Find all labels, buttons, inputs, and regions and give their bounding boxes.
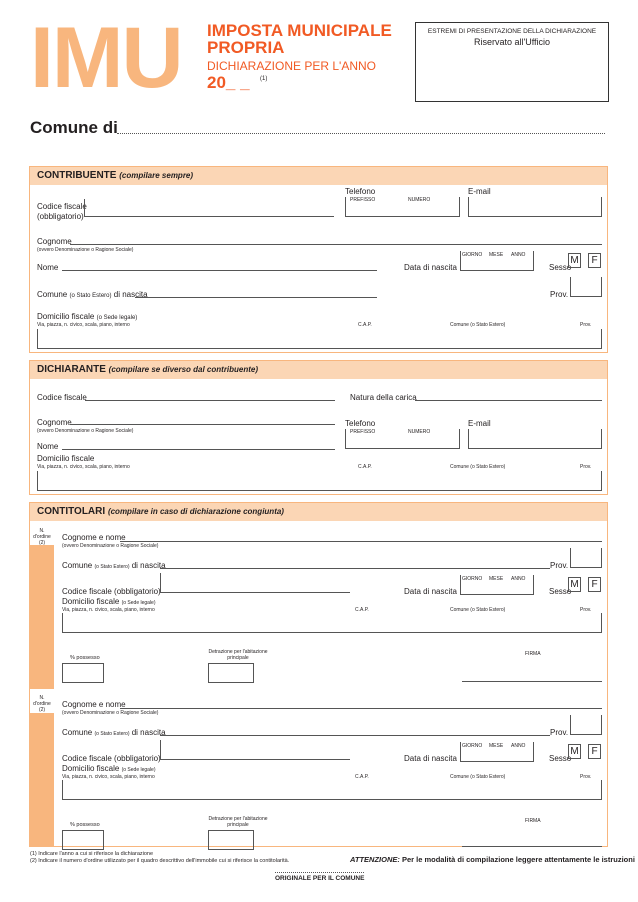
dich-nome-label: Nome: [37, 442, 59, 451]
codice-fiscale-field[interactable]: [84, 199, 334, 217]
cap-label-1: C.A.P.: [355, 607, 369, 613]
dich-nome-field[interactable]: [62, 449, 335, 450]
possesso-label-1: % possesso: [70, 655, 100, 661]
denominazione-label: (ovvero Denominazione o Ragione Sociale): [37, 247, 134, 253]
prov-label-1: Prov.: [550, 561, 569, 570]
cod-fiscale-label-1: Codice fiscale (obbligatorio): [62, 587, 161, 596]
nome-label: Nome: [37, 263, 59, 272]
comune-label-2: Comune (o Stato Estero) di nascita: [62, 728, 166, 737]
firma-field-1[interactable]: [462, 681, 602, 682]
comune-estero-label-2: Comune (o Stato Estero): [450, 774, 506, 780]
footnote-2: (2) Indicare il numero d'ordine utilizzato per il quadro descrittivo dell'immobile cui si riferisce la contitolarità.: [30, 858, 290, 864]
domicilio-label-2: Domicilio fiscale (o Sede legale): [62, 764, 156, 773]
prov-small-label-1: Prov.: [580, 607, 592, 613]
firma-label-1: FIRMA: [525, 651, 541, 657]
n-ordine-label-2: N. d'ordine (2): [33, 695, 51, 713]
dich-domicilio-label: Domicilio fiscale: [37, 454, 95, 463]
detrazione-label-2: Detrazione per l'abitazione principale: [208, 816, 268, 828]
sesso-f-box-1[interactable]: F: [588, 577, 601, 592]
dich-prov-small-label: Prov.: [580, 464, 592, 470]
form-title: IMPOSTA MUNICIPALE PROPRIA: [207, 21, 392, 57]
cod-fiscale-label-2: Codice fiscale (obbligatorio): [62, 754, 161, 763]
detrazione-label-1: Detrazione per l'abitazione principale: [208, 649, 268, 661]
denominazione-label-1: (ovvero Denominazione o Ragione Sociale): [62, 543, 159, 549]
giorno-label-2: GIORNO: [462, 743, 483, 749]
n-ordine-label-1: N. d'ordine (2): [33, 528, 51, 546]
sesso-label-2: Sesso: [549, 754, 572, 763]
footnote-1: (1) Indicare l'anno a cui si riferisce la dichiarazione: [30, 851, 154, 857]
detrazione-field-1[interactable]: [208, 663, 254, 683]
contitolari-section: [29, 502, 608, 847]
dich-cognome-label: Cognome: [37, 418, 72, 427]
domicilio-field-2[interactable]: [62, 780, 602, 800]
sesso-label: Sesso: [549, 263, 572, 272]
codice-fiscale-label: Codice fiscale: [37, 202, 87, 211]
office-box-line1: ESTREMI DI PRESENTAZIONE DELLA DICHIARAZIONE: [427, 28, 597, 35]
anno-label-1: ANNO: [511, 576, 526, 582]
sesso-m-box-1[interactable]: M: [568, 577, 581, 592]
form-subtitle: DICHIARAZIONE PER L'ANNO: [207, 59, 376, 73]
natura-carica-label: Natura della carica: [350, 393, 417, 402]
cap-label-2: C.A.P.: [355, 774, 369, 780]
data-nascita-label: Data di nascita: [404, 263, 457, 272]
contribuente-header: [30, 167, 607, 185]
contitolare-block-1: [30, 525, 609, 690]
dich-via-label: Via, piazza, n. civico, scala, piano, interno: [37, 464, 130, 470]
comune-estero-label-1: Comune (o Stato Estero): [450, 607, 506, 613]
cod-fiscale-field-1[interactable]: [160, 573, 350, 593]
dichiarante-header: [30, 361, 607, 379]
comune-label: Comune di: [30, 118, 118, 137]
telefono-label: Telefono: [345, 187, 376, 196]
email-label: E-mail: [468, 187, 491, 196]
domicilio-field[interactable]: [37, 329, 602, 349]
cod-fiscale-field-2[interactable]: [160, 740, 350, 760]
cognome-nome-label-2: Cognome e nome: [62, 700, 126, 709]
prov-label-2: Prov.: [550, 728, 569, 737]
dich-comune-estero-label: Comune (o Stato Estero): [450, 464, 506, 470]
mese-label-1: MESE: [489, 576, 504, 582]
data-nascita-label-2: Data di nascita: [404, 754, 457, 763]
via-label-2: Via, piazza, n. civico, scala, piano, interno: [62, 774, 155, 780]
cognome-label: Cognome: [37, 237, 72, 246]
dich-denominazione-label: (ovvero Denominazione o Ragione Sociale): [37, 428, 134, 434]
email-field[interactable]: [468, 197, 602, 217]
cognome-field[interactable]: [70, 244, 602, 245]
domicilio-field-1[interactable]: [62, 613, 602, 633]
comune-field[interactable]: [117, 133, 605, 134]
year-note: (1): [260, 76, 268, 82]
telefono-field[interactable]: [345, 197, 460, 217]
comune-estero-label: Comune (o Stato Estero): [450, 322, 506, 328]
giorno-label-1: GIORNO: [462, 576, 483, 582]
possesso-field-2[interactable]: [62, 830, 104, 850]
office-box: [415, 22, 609, 102]
dichiarante-title: DICHIARANTE (compilare se diverso dal contribuente): [37, 364, 259, 375]
prov-field-1[interactable]: [570, 548, 602, 568]
possesso-label-2: % possesso: [70, 822, 100, 828]
contribuente-section: [29, 166, 608, 353]
anno-label: ANNO: [511, 252, 526, 258]
data-nascita-label-1: Data di nascita: [404, 587, 457, 596]
office-box-line2: Riservato all'Ufficio: [473, 37, 551, 47]
dich-email-label: E-mail: [468, 419, 491, 428]
possesso-field-1[interactable]: [62, 663, 104, 683]
dich-codice-fiscale-label: Codice fiscale: [37, 393, 87, 402]
comune-field-2[interactable]: [160, 735, 550, 736]
prov-small-label-2: Prov.: [580, 774, 592, 780]
dich-prefisso-label: PREFISSO: [350, 429, 376, 435]
contitolare-block-2: [30, 692, 609, 857]
sesso-f-box[interactable]: F: [588, 253, 601, 268]
cognome-nome-label-1: Cognome e nome: [62, 533, 126, 542]
comune-nascita-label: Comune (o Stato Estero) di nascita: [37, 290, 148, 299]
prov-small-label: Prov.: [580, 322, 592, 328]
domicilio-label-1: Domicilio fiscale (o Sede legale): [62, 597, 156, 606]
dich-codice-fiscale-field[interactable]: [85, 400, 335, 401]
comune-field-1[interactable]: [160, 568, 550, 569]
dich-domicilio-field[interactable]: [37, 471, 602, 491]
contitolari-title: CONTITOLARI (compilare in caso di dichiarazione congiunta): [37, 506, 284, 517]
attenzione-note: ATTENZIONE: Per le modalità di compilazione leggere attentamente le istruzioni: [350, 855, 635, 864]
sesso-f-box-2[interactable]: F: [588, 744, 601, 759]
contribuente-title: CONTRIBUENTE (compilare sempre): [37, 170, 194, 181]
anno-label-2: ANNO: [511, 743, 526, 749]
obbligatorio-label: (obbligatorio): [37, 212, 84, 221]
dich-cognome-field[interactable]: [70, 424, 335, 425]
sesso-m-box-2[interactable]: M: [568, 744, 581, 759]
dichiarante-section: [29, 360, 608, 495]
comune-nascita-field[interactable]: [135, 297, 377, 298]
originale-label: ORIGINALE PER IL COMUNE: [275, 872, 364, 882]
firma-field-2[interactable]: [462, 846, 602, 847]
dich-email-field[interactable]: [468, 429, 602, 449]
prov-field[interactable]: [570, 277, 602, 297]
dich-cap-label: C.A.P.: [358, 464, 372, 470]
form-year: 20_ _: [207, 73, 250, 92]
cognome-nome-field-1[interactable]: [120, 541, 602, 542]
cap-label: C.A.P.: [358, 322, 372, 328]
via-label-1: Via, piazza, n. civico, scala, piano, interno: [62, 607, 155, 613]
nome-field[interactable]: [62, 270, 377, 271]
detrazione-field-2[interactable]: [208, 830, 254, 850]
prov-field-2[interactable]: [570, 715, 602, 735]
prefisso-label: PREFISSO: [350, 197, 376, 203]
natura-carica-field[interactable]: [415, 400, 602, 401]
sesso-m-box[interactable]: M: [568, 253, 581, 268]
firma-label-2: FIRMA: [525, 818, 541, 824]
dich-telefono-label: Telefono: [345, 419, 376, 428]
domicilio-label: Domicilio fiscale (o Sede legale): [37, 312, 138, 321]
comune-label-1: Comune (o Stato Estero) di nascita: [62, 561, 166, 570]
giorno-label: GIORNO: [462, 252, 483, 258]
cognome-nome-field-2[interactable]: [120, 708, 602, 709]
prov-label: Prov.: [550, 290, 569, 299]
mese-label: MESE: [489, 252, 504, 258]
numero-label: NUMERO: [408, 197, 431, 203]
contitolari-header: [30, 503, 607, 521]
mese-label-2: MESE: [489, 743, 504, 749]
denominazione-label-2: (ovvero Denominazione o Ragione Sociale): [62, 710, 159, 716]
dich-numero-label: NUMERO: [408, 429, 431, 435]
dich-telefono-field[interactable]: [345, 429, 460, 449]
sesso-label-1: Sesso: [549, 587, 572, 596]
via-label: Via, piazza, n. civico, scala, piano, interno: [37, 322, 130, 328]
imu-logo: IMU: [30, 10, 182, 106]
